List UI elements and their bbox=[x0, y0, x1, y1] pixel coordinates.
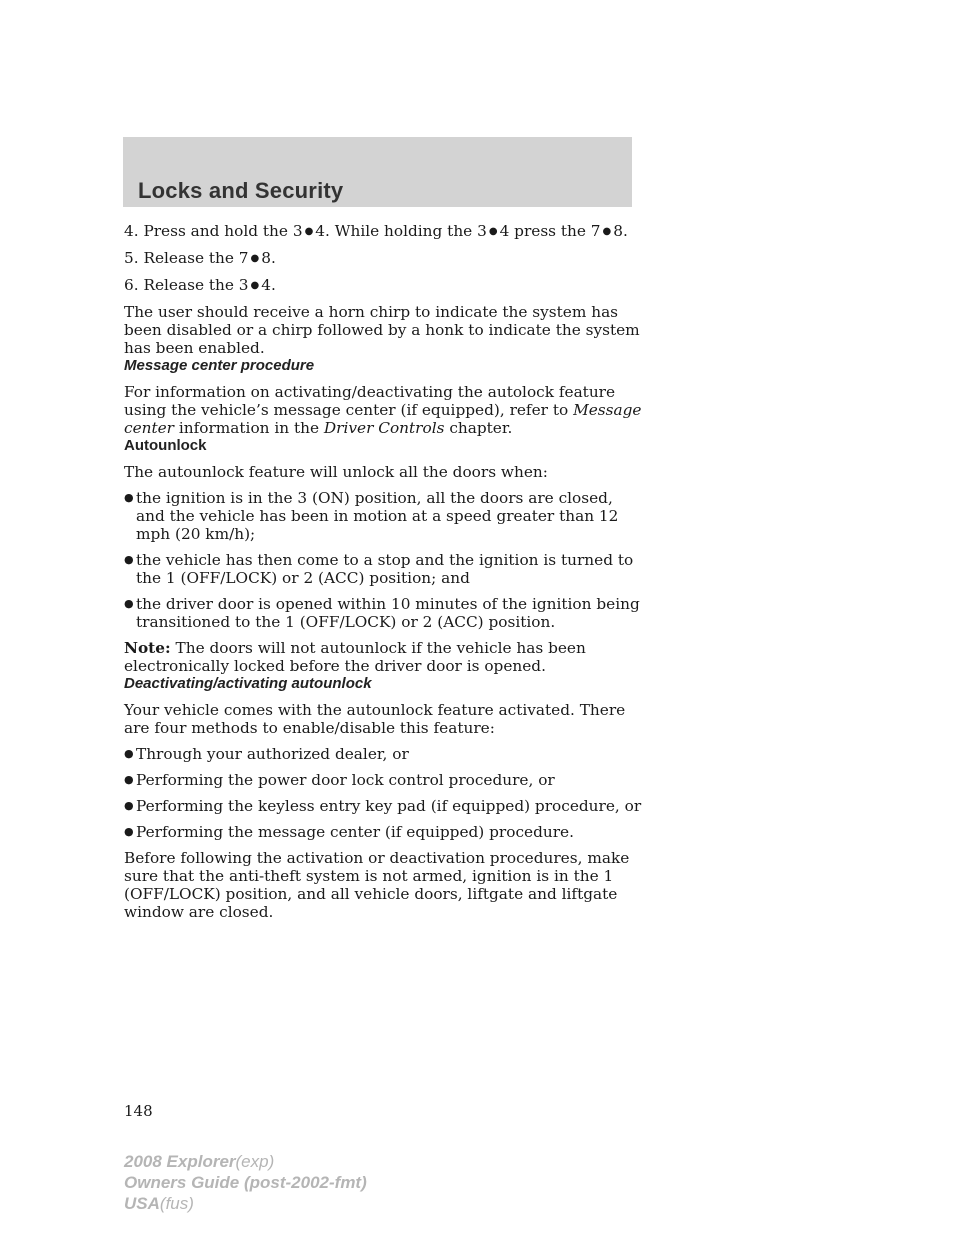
list-item: ● the driver door is opened within 10 minutes of the ignition being transitioned to the 1 (OFF/LOCK) or 2 (ACC) position. bbox=[124, 595, 640, 631]
note-label: Note: bbox=[124, 639, 171, 657]
footer-line-2: Owners Guide (post-2002-fmt) bbox=[124, 1173, 367, 1192]
deactivating-intro: Your vehicle comes with the autounlock feature activated. There are four methods to enable/disable this feature: bbox=[124, 701, 626, 737]
list-item: ● Performing the message center (if equipped) procedure. bbox=[124, 823, 574, 841]
message-center-reference: Message center bbox=[124, 401, 642, 437]
bullet-dot-icon: ● bbox=[250, 280, 260, 291]
autounlock-intro: The autounlock feature will unlock all the doors when: bbox=[124, 463, 548, 481]
step-5: 5. Release the 7 ● 8. bbox=[124, 249, 276, 267]
bullet-dot-icon: ● bbox=[602, 226, 612, 237]
page-title: Locks and Security bbox=[138, 178, 344, 203]
bullet-dot-icon: ● bbox=[124, 825, 134, 838]
list-item: ● Performing the power door lock control procedure, or bbox=[124, 771, 555, 789]
list-item: ● Through your authorized dealer, or bbox=[124, 745, 409, 763]
closing-paragraph: Before following the activation or deactivation procedures, make sure that the anti-theft system is not armed, ignition is in the 1 (OFF/LOCK) position, and all vehicle doors, liftgate and liftgate window are closed. bbox=[124, 849, 630, 921]
footer-line-3: USA(fus) bbox=[124, 1194, 194, 1213]
page-number: 148 bbox=[124, 1102, 153, 1120]
list-item: ● the ignition is in the 3 (ON) position, all the doors are closed, and the vehicle has been in motion at a speed greater than 12 mph (20 km/h); bbox=[124, 489, 619, 543]
note-paragraph: Note: The doors will not autounlock if the vehicle has been electronically locked before the driver door is opened. bbox=[124, 639, 586, 675]
bullet-dot-icon: ● bbox=[250, 253, 260, 264]
message-center-heading: Message center procedure bbox=[124, 357, 315, 374]
bullet-dot-icon: ● bbox=[124, 799, 134, 812]
bullet-dot-icon: ● bbox=[488, 226, 498, 237]
step-4: 4. Press and hold the 3 ● 4. While holding the 3 ● 4 press the 7 ● 8. bbox=[124, 222, 628, 240]
bullet-dot-icon: ● bbox=[304, 226, 314, 237]
horn-paragraph: The user should receive a horn chirp to indicate the system has been disabled or a chirp followed by a honk to indicate the system has been enabled. bbox=[124, 303, 640, 357]
autounlock-heading: Autounlock bbox=[124, 437, 207, 454]
footer bbox=[124, 1151, 367, 1214]
deactivating-heading: Deactivating/activating autounlock bbox=[124, 675, 372, 692]
message-center-paragraph: For information on activating/deactivating the autolock feature using the vehicle’s message center (if equipped), refer to Message center information in the Driver Controls chapter. bbox=[124, 383, 642, 437]
bullet-dot-icon: ● bbox=[124, 773, 134, 786]
bullet-dot-icon: ● bbox=[124, 553, 134, 566]
bullet-dot-icon: ● bbox=[124, 491, 134, 504]
bullet-dot-icon: ● bbox=[124, 597, 134, 610]
list-item: ● Performing the keyless entry key pad (if equipped) procedure, or bbox=[124, 797, 642, 815]
page-content bbox=[124, 222, 644, 921]
bullet-dot-icon: ● bbox=[124, 747, 134, 760]
list-item: ● the vehicle has then come to a stop and the ignition is turned to the 1 (OFF/LOCK) or 2 (ACC) position; and bbox=[124, 551, 634, 587]
footer-line-1: 2008 Explorer(exp) bbox=[124, 1152, 275, 1171]
driver-controls-reference: Driver Controls bbox=[323, 419, 445, 437]
step-6: 6. Release the 3 ● 4. bbox=[124, 276, 276, 294]
